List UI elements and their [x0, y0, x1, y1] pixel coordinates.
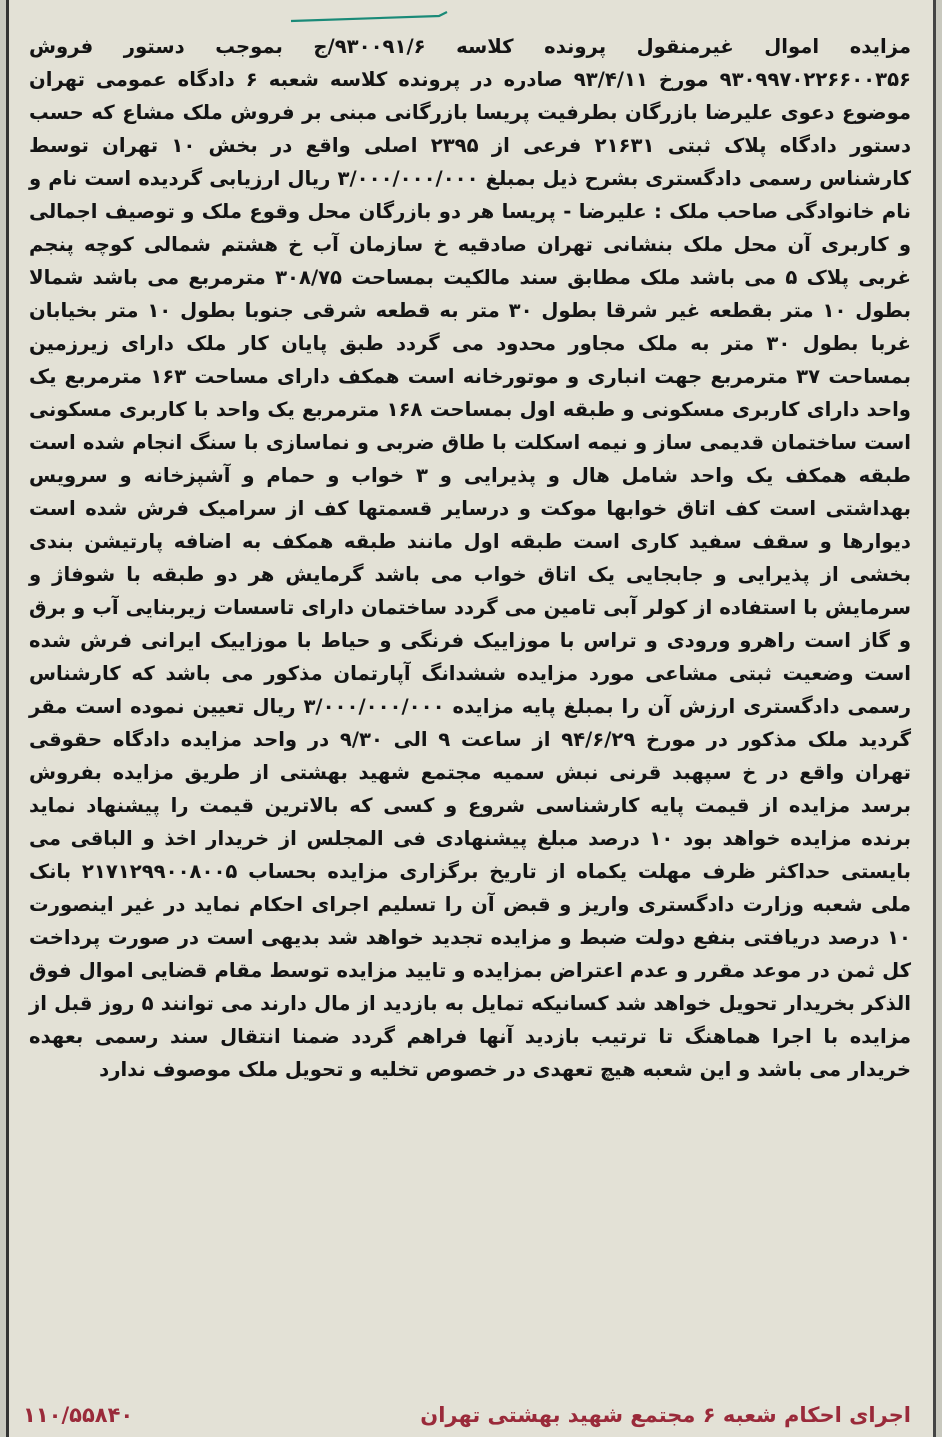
issuer-signature: اجرای احکام شعبه ۶ مجتمع شهید بهشتی تهران: [420, 1403, 911, 1427]
newspaper-clipping: [6, 0, 936, 1437]
pen-stroke-mark: [289, 10, 459, 24]
reference-number: ۱۱۰/۵۵۸۴۰: [23, 1403, 134, 1427]
auction-notice-body: مزایده اموال غیرمنقول پرونده کلاسه ۹۳۰۰۹۱/۶/ج بموجب دستور فروش ۹۳۰۹۹۷۰۲۲۶۶۰۰۳۵۶ مورخ ۹۳/۴/۱۱ صادره در پرونده کلاسه شعبه ۶ دادگاه عمومی تهران موضوع دعوی علیرضا بازرگان بطرفیت پریسا بازرگانی مبنی بر فروش ملک مشاع که حسب دستور دادگاه پلاک ثبتی ۲۱۶۳۱ فرعی از ۲۳۹۵ اصلی واقع در بخش ۱۰ تهران توسط کارشناس رسمی دادگستری بشرح ذیل بمبلغ ۳/۰۰۰/۰۰۰/۰۰۰ ریال ارزیابی گردیده است نام و نام خانوادگی صاحب ملک : علیرضا - پریسا هر دو بازرگان محل وقوع ملک و توصیف اجمالی و کاربری آن محل ملک بنشانی تهران صادقیه خ سازمان آب خ هشتم شمالی کوچه پنجم غربی پلاک ۵ می باشد ملک مطابق سند مالکیت بمساحت ۳۰۸/۷۵ مترمربع می باشد شمالا بطول ۱۰ متر بقطعه غیر شرقا بطول ۳۰ متر به قطعه شرقی جنوبا بطول ۱۰ متر بخیابان غربا بطول ۳۰ متر به ملک مجاور محدود می گردد طبق پایان کار ملک دارای زیرزمین بمساحت ۳۷ مترمربع جهت انباری و موتورخانه است همکف دارای مساحت ۱۶۳ مترمربع یک واحد دارای کاربری مسکونی و طبقه اول بمساحت ۱۶۸ مترمربع یک واحد با کاربری مسکونی است ساختمان قدیمی ساز و نیمه اسکلت با طاق ضربی و نماسازی با سنگ انجام شده است طبقه همکف یک واحد شامل هال و پذیرایی و ۳ خواب و حمام و آشپزخانه و سرویس بهداشتی است کف اتاق خوابها موکت و درسایر قسمتها کف از سرامیک فرش شده است دیوارها و سقف سفید کاری است طبقه اول مانند طبقه همکف به اضافه پارتیشن بندی بخشی از پذیرایی و جابجایی یک اتاق خواب می باشد گرمایش هر دو طبقه با شوفاژ و سرمایش با استفاده از کولر آبی تامین می گردد ساختمان دارای تاسسات زیربنایی آب و برق و گاز است راهرو ورودی و تراس با موزاییک فرنگی و حیاط با موزاییک ایرانی فرش شده است وضعیت ثبتی مشاعی مورد مزایده ششدانگ آپارتمان مذکور می باشد که کارشناس رسمی دادگستری ارزش آن را بمبلغ پایه مزایده ۳/۰۰۰/۰۰۰/۰۰۰ ریال تعیین نموده است مقر گردید ملک مذکور در مورخ ۹۴/۶/۲۹ از ساعت ۹ الی ۹/۳۰ در واحد مزایده دادگاه حقوقی تهران واقع در خ سپهبد قرنی نبش سمیه مجتمع شهید بهشتی از طریق مزایده بفروش برسد مزایده از قیمت پایه کارشناسی شروع و کسی که بالاترین قیمت را پیشنهاد نماید برنده مزایده خواهد بود ۱۰ درصد مبلغ پیشنهادی فی المجلس از خریدار اخذ و الباقی می بایستی حداکثر ظرف مهلت یکماه از تاریخ برگزاری مزایده بحساب ۲۱۷۱۲۹۹۰۰۸۰۰۵ بانک ملی شعبه وزارت دادگستری واریز و قبض آن را تسلیم اجرای احکام نماید در غیر اینصورت ۱۰ درصد دریافتی بنفع دولت ضبط و مزایده تجدید خواهد شد بدیهی است در صورت پرداخت کل ثمن در موعد مقرر و عدم اعتراض بمزایده و تایید مزایده توسط مقام قضایی اموال فوق الذکر بخریدار تحویل خواهد شد کسانیکه تمایل به بازدید از مال دارند می توانند ۵ روز قبل از مزایده با اجرا هماهنگ تا ترتیب بازدید آنها فراهم گردد ضمنا انتقال سند رسمی بعهده خریدار می باشد و این شعبه هیچ تعهدی در خصوص تخلیه و تحویل ملک موصوف ندارد: [29, 35, 912, 1081]
notice-footer: [23, 1398, 911, 1432]
